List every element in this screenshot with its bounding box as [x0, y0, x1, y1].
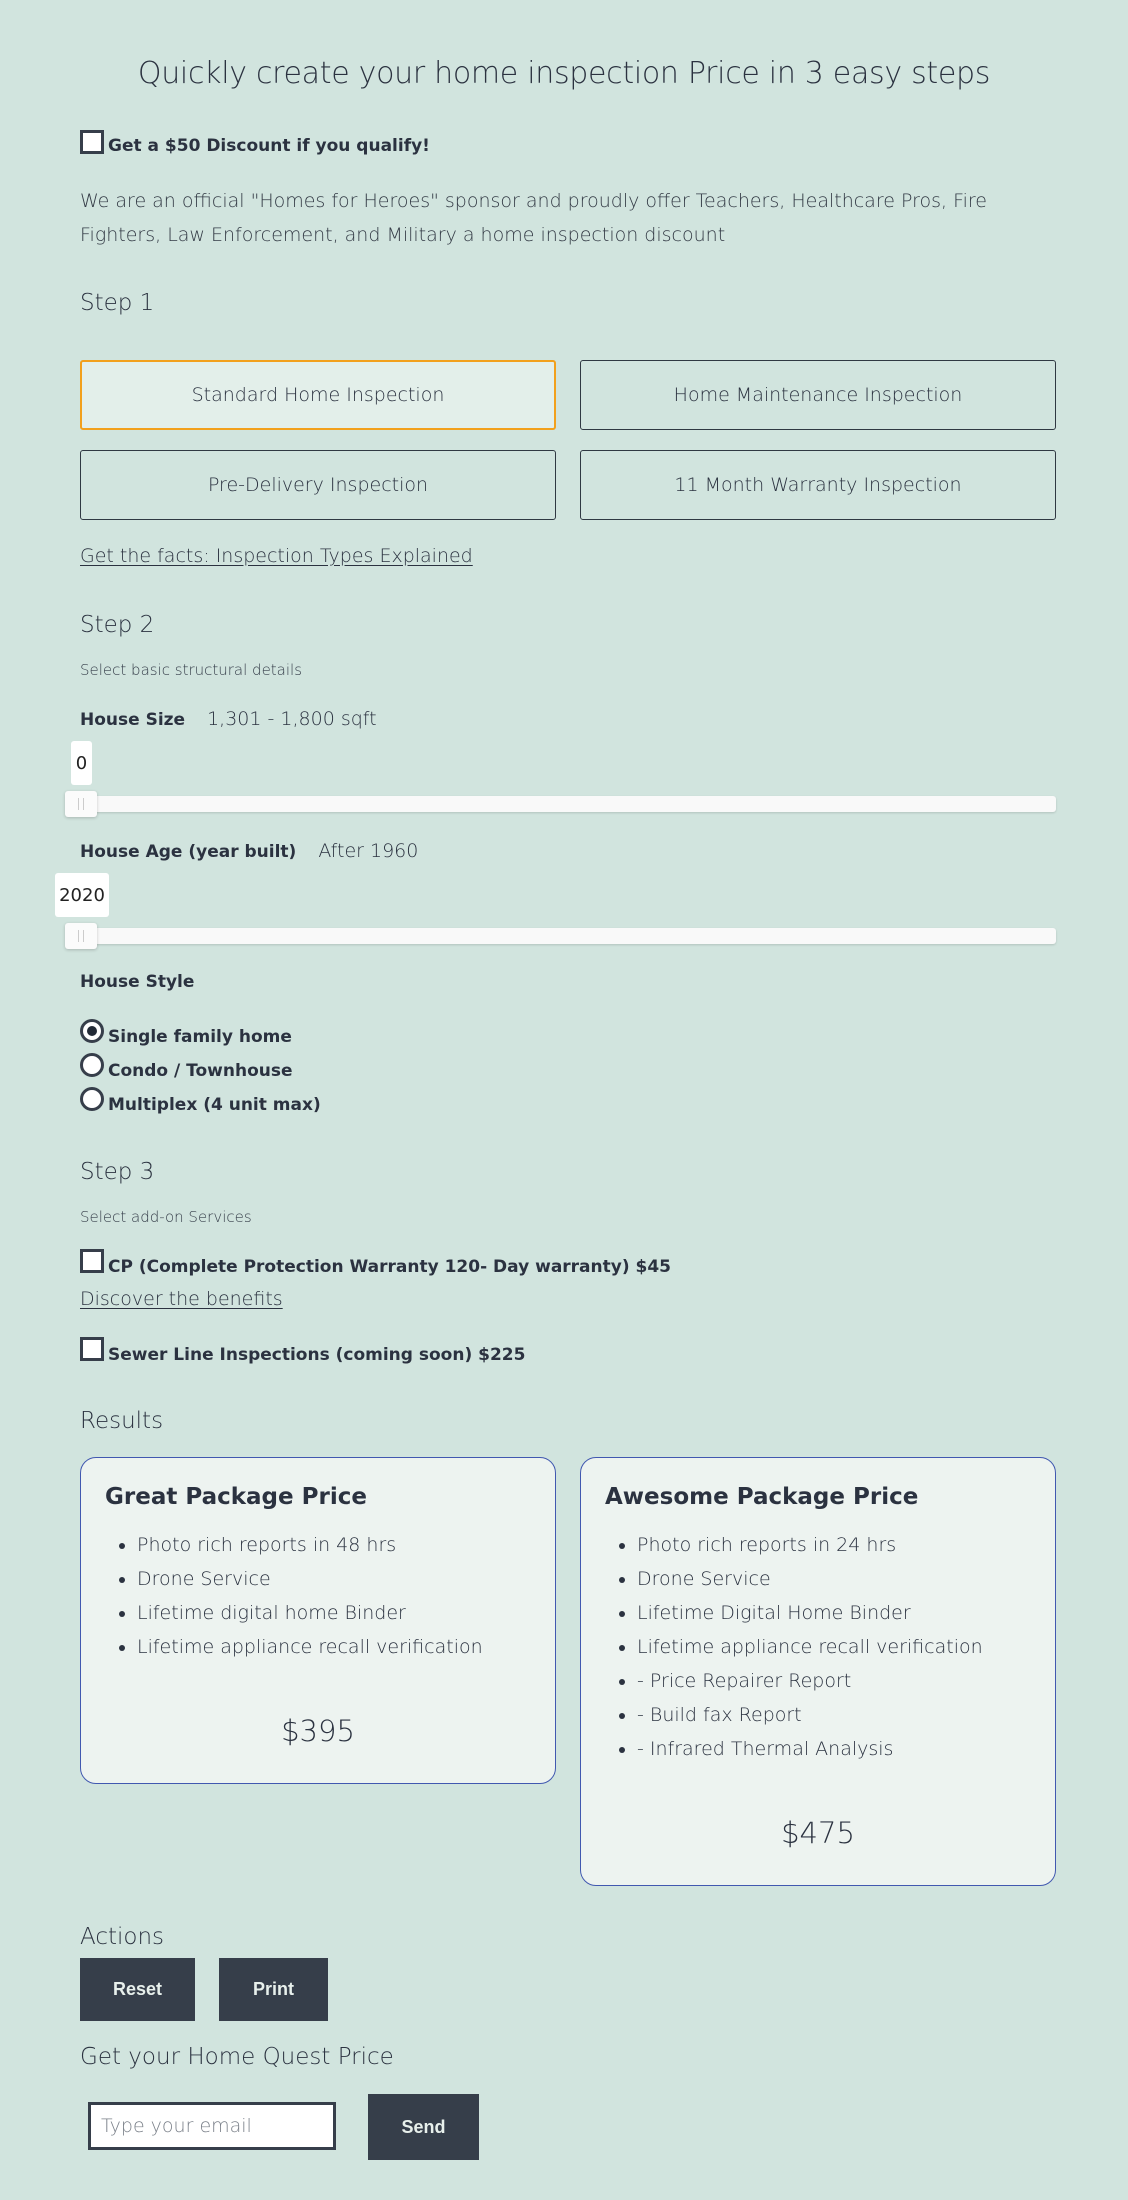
discount-option[interactable] — [80, 130, 430, 154]
step2-heading: Step 2 — [80, 612, 155, 638]
feature-item: • Photo rich reports in 24 hrs — [637, 1528, 1031, 1562]
house-size-slider-bubble: 0 — [71, 741, 92, 785]
radio-label: Multiplex (4 unit max) — [108, 1095, 321, 1115]
house-style-option-multiplex[interactable] — [80, 1087, 321, 1115]
package-price: $475 — [781, 1816, 855, 1850]
step1-heading: Step 1 — [80, 290, 155, 316]
house-age-value: After 1960 — [318, 840, 419, 862]
house-age-slider-track[interactable] — [80, 928, 1056, 944]
package-card-awesome — [580, 1457, 1056, 1886]
radio-label: Condo / Townhouse — [108, 1061, 293, 1081]
feature-item: • Lifetime appliance recall verification — [137, 1630, 531, 1664]
house-style-option-single-family[interactable] — [80, 1019, 292, 1047]
discount-checkbox[interactable] — [80, 130, 104, 154]
feature-item: • Lifetime appliance recall verification — [637, 1630, 1031, 1664]
house-size-slider-thumb[interactable] — [65, 791, 97, 817]
package-title: Awesome Package Price — [605, 1484, 919, 1510]
discount-description: We are an official "Homes for Heroes" sponsor and proudly offer Teachers, Healthcare Pros, Fire Fighters, Law Enforcement, and Military a home inspection discount — [80, 190, 987, 246]
package-card-great — [80, 1457, 556, 1784]
house-style-label: House Style — [80, 972, 195, 992]
addon-sewer-line[interactable] — [80, 1337, 526, 1365]
email-input[interactable] — [88, 2102, 336, 2150]
addon-sewer-checkbox[interactable] — [80, 1337, 104, 1361]
radio-condo[interactable] — [80, 1053, 104, 1077]
feature-item: • Lifetime Digital Home Binder — [637, 1596, 1031, 1630]
house-age-slider-bubble: 2020 — [55, 873, 109, 917]
quote-heading: Get your Home Quest Price — [80, 2044, 394, 2070]
feature-item: • - Price Repairer Report — [637, 1664, 1031, 1698]
package-price: $395 — [281, 1714, 355, 1748]
radio-multiplex[interactable] — [80, 1087, 104, 1111]
package-features — [605, 1528, 1031, 1766]
send-button[interactable]: Send — [368, 2094, 479, 2160]
feature-item: • Drone Service — [137, 1562, 531, 1596]
radio-single-family[interactable] — [80, 1019, 104, 1043]
addon-sewer-label: Sewer Line Inspections (coming soon) $225 — [108, 1345, 526, 1365]
addon-cp-label: CP (Complete Protection Warranty 120- Day warranty) $45 — [108, 1257, 672, 1277]
feature-item: • - Infrared Thermal Analysis — [637, 1732, 1031, 1766]
house-size-label: House Size — [80, 710, 186, 730]
step3-subtitle: Select add-on Services — [80, 1208, 252, 1226]
feature-item: • Lifetime digital home Binder — [137, 1596, 531, 1630]
house-size-value: 1,301 - 1,800 sqft — [207, 708, 377, 730]
page-title: Quickly create your home inspection Price in 3 easy steps — [137, 56, 991, 91]
house-age-row — [80, 840, 418, 862]
inspection-type-maintenance[interactable]: Home Maintenance Inspection — [580, 360, 1056, 430]
step2-subtitle: Select basic structural details — [80, 661, 303, 679]
radio-label: Single family home — [108, 1027, 292, 1047]
addon-cp-checkbox[interactable] — [80, 1249, 104, 1273]
discount-label: Get a $50 Discount if you qualify! — [108, 136, 430, 156]
print-button[interactable]: Print — [219, 1958, 328, 2021]
house-age-label: House Age (year built) — [80, 842, 297, 862]
discover-benefits-link[interactable]: Discover the benefits — [80, 1288, 283, 1310]
house-size-row — [80, 708, 377, 730]
reset-button[interactable]: Reset — [80, 1958, 195, 2021]
house-size-slider-track[interactable] — [80, 796, 1056, 812]
actions-heading: Actions — [80, 1924, 165, 1950]
feature-item: • Photo rich reports in 48 hrs — [137, 1528, 531, 1562]
house-age-slider-thumb[interactable] — [65, 923, 97, 949]
package-title: Great Package Price — [105, 1484, 367, 1510]
feature-item: • - Build fax Report — [637, 1698, 1031, 1732]
inspection-type-standard[interactable]: Standard Home Inspection — [80, 360, 556, 430]
results-heading: Results — [80, 1408, 164, 1434]
package-features — [105, 1528, 531, 1664]
inspection-type-11-month-warranty[interactable]: 11 Month Warranty Inspection — [580, 450, 1056, 520]
inspection-type-pre-delivery[interactable]: Pre-Delivery Inspection — [80, 450, 556, 520]
addon-cp-warranty[interactable] — [80, 1249, 672, 1277]
feature-item: • Drone Service — [637, 1562, 1031, 1596]
house-style-option-condo[interactable] — [80, 1053, 293, 1081]
step3-heading: Step 3 — [80, 1159, 155, 1185]
inspection-types-link[interactable]: Get the facts: Inspection Types Explained — [80, 545, 473, 567]
